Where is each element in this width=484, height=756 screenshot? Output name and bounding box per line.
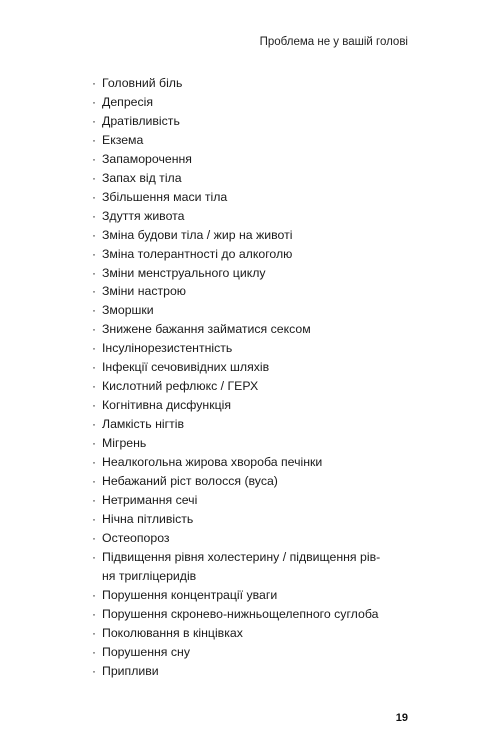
bullet-icon: · [92,474,96,489]
list-item [92,643,412,662]
list-item [92,188,412,207]
list-item [92,282,412,301]
list-item-text: Порушення скронево-нижньощелепного суглоба [102,606,379,621]
list-item-text: Зморшки [102,303,154,318]
list-item [92,93,412,112]
bullet-icon: · [92,189,96,204]
list-item-text: Припливи [102,663,159,678]
list-item [92,131,412,150]
list-item [92,339,412,358]
bullet-icon: · [92,436,96,451]
list-item-text: Зміни настрою [102,284,187,299]
list-item-text: Депресія [102,94,154,109]
list-item-text: Дратівливість [102,113,180,128]
list-item [92,510,412,529]
list-item [92,529,412,548]
bullet-icon: · [92,322,96,337]
list-item-text: Знижене бажання займатися сексом [102,322,311,337]
list-item-text: Зміни менструального циклу [102,265,266,280]
bullet-icon: · [92,398,96,413]
bullet-icon: · [92,379,96,394]
bullet-icon: · [92,663,96,678]
bullet-icon: · [92,227,96,242]
list-item-text: Мігрень [102,436,147,451]
bullet-icon: · [92,113,96,128]
bullet-icon: · [92,587,96,602]
list-item [92,662,412,681]
bullet-icon: · [92,417,96,432]
list-item [92,396,412,415]
list-item-text: Запах від тіла [102,170,182,185]
bullet-icon: · [92,303,96,318]
list-item [92,150,412,169]
list-item [92,434,412,453]
list-item-text: Небажаний ріст волосся (вуса) [102,474,278,489]
list-item-text: Підвищення рівня холестерину / підвищення рів- [102,549,381,564]
list-item-text: Неалкогольна жирова хвороба печінки [102,455,323,470]
list-item [92,453,412,472]
list-item-text: Нетримання сечі [102,492,198,507]
bullet-icon: · [92,549,96,564]
bullet-icon: · [92,341,96,356]
bullet-icon: · [92,132,96,147]
bullet-icon: · [92,94,96,109]
list-item-text: Здуття живота [102,208,185,223]
bullet-icon: · [92,265,96,280]
bullet-icon: · [92,530,96,545]
list-item [92,491,412,510]
list-item [92,472,412,491]
list-item [92,245,412,264]
list-item-text: Нічна пітливість [102,511,194,526]
bullet-icon: · [92,625,96,640]
running-header: Проблема не у вашій голові [259,36,408,48]
bullet-icon: · [92,360,96,375]
bullet-icon: · [92,284,96,299]
list-item [92,264,412,283]
list-item [92,226,412,245]
list-item-text: Кислотний рефлюкс / ГЕРХ [102,379,259,394]
list-item [92,320,412,339]
list-item [92,358,412,377]
list-item-text: Порушення сну [102,644,190,659]
list-item [92,301,412,320]
list-item-text: Когнітивна дисфункція [102,398,232,413]
bullet-icon: · [92,511,96,526]
list-item [92,415,412,434]
bullet-icon: · [92,246,96,261]
bullet-icon: · [92,76,96,90]
list-item-text: Ламкість нігтів [102,417,184,432]
list-item [92,548,412,586]
bullet-icon: · [92,644,96,659]
list-item [92,169,412,188]
list-item-text: Остеопороз [102,530,170,545]
list-item-text: Збільшення маси тіла [102,189,228,204]
list-item-text-continuation: ня тригліцеридів [102,568,197,583]
list-item-text: Інфекції сечовивідних шляхів [102,360,270,375]
list-item-text: Інсулінорезистентність [102,341,233,356]
list-item-text: Поколювання в кінцівках [102,625,243,640]
list-item [92,377,412,396]
bullet-icon: · [92,208,96,223]
list-item-text: Зміна будови тіла / жир на животі [102,227,293,242]
list-item [92,207,412,226]
list-item-text: Порушення концентрації уваги [102,587,278,602]
list-item-text: Зміна толерантності до алкоголю [102,246,293,261]
list-item [92,624,412,643]
list-item-text: Головний біль [102,76,183,90]
bullet-icon: · [92,170,96,185]
bullet-icon: · [92,492,96,507]
list-item [92,112,412,131]
bullet-icon: · [92,455,96,470]
list-item-text: Запаморочення [102,151,192,166]
list-item [92,605,412,624]
list-item [92,586,412,605]
list-item [92,74,412,93]
list-item-text: Екзема [102,132,144,147]
symptom-list [92,74,412,681]
page-number: 19 [395,712,408,724]
bullet-icon: · [92,151,96,166]
bullet-icon: · [92,606,96,621]
